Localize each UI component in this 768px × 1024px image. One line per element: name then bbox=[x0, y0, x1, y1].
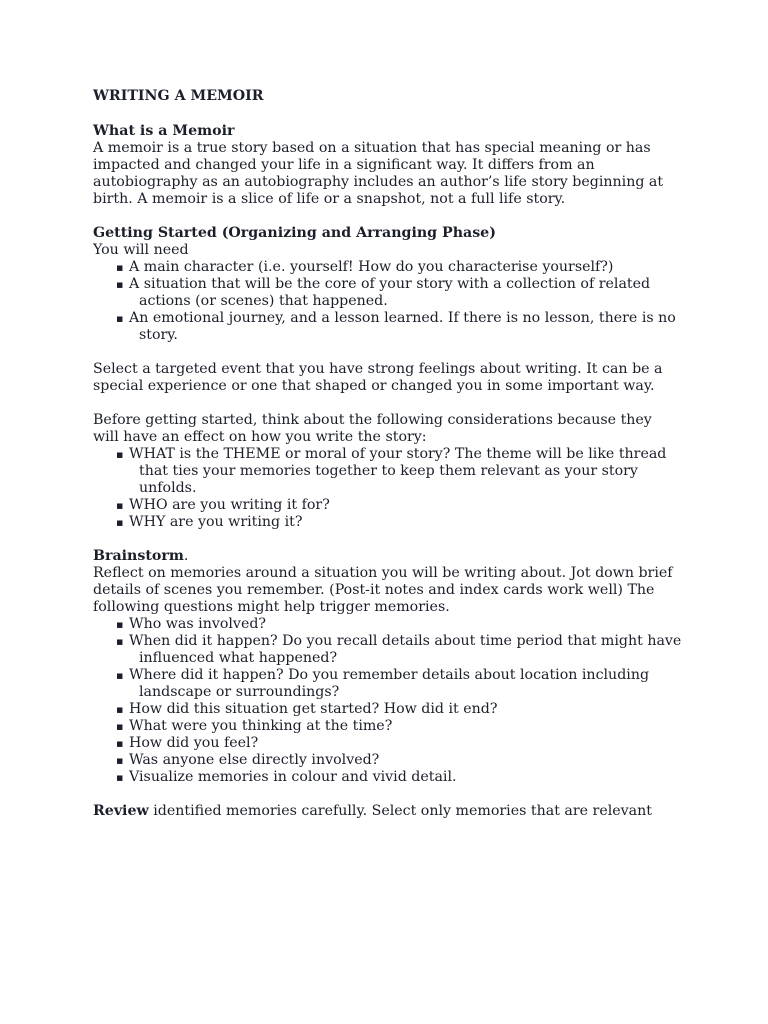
spacer bbox=[93, 344, 693, 361]
paragraph-you-will-need: You will need bbox=[93, 242, 189, 258]
list-item-text: WHO are you writing it for? bbox=[129, 497, 330, 513]
list-item bbox=[93, 446, 693, 497]
list-item-text: What were you thinking at the time? bbox=[129, 718, 393, 734]
list-item bbox=[93, 633, 693, 667]
document-page bbox=[93, 86, 693, 820]
list-item bbox=[93, 701, 693, 718]
list-item bbox=[93, 769, 693, 786]
spacer bbox=[93, 395, 693, 412]
bullet-square-icon: ▪ bbox=[116, 635, 124, 648]
list-item-text: Where did it happen? Do you remember details about location including landscape or surroundings? bbox=[129, 667, 650, 700]
bullet-square-icon: ▪ bbox=[116, 720, 124, 733]
bullet-square-icon: ▪ bbox=[116, 618, 124, 631]
list-item bbox=[93, 276, 693, 310]
list-item-text: When did it happen? Do you recall details about time period that might have influenced what happened? bbox=[129, 633, 682, 666]
bullet-square-icon: ▪ bbox=[116, 737, 124, 750]
list-brainstorm-questions bbox=[93, 616, 693, 786]
brainstorm-heading-period: . bbox=[183, 548, 189, 564]
brainstorm-heading-text: Brainstorm bbox=[93, 548, 184, 564]
list-item-text: WHY are you writing it? bbox=[129, 514, 303, 530]
paragraph-review bbox=[93, 803, 693, 820]
bullet-square-icon: ▪ bbox=[116, 516, 124, 529]
paragraph-before-starting-line-2: will have an effect on how you write the story: bbox=[93, 429, 427, 445]
list-item-text: WHAT is the THEME or moral of your story? The theme will be like thread that ties your memories together to keep them relevant as your story unfolds. bbox=[129, 446, 667, 496]
paragraph-before-starting-line-1: Before getting started, think about the following considerations because they bbox=[93, 412, 652, 428]
list-item-text: Visualize memories in colour and vivid detail. bbox=[129, 769, 457, 785]
spacer bbox=[93, 531, 693, 548]
bullet-square-icon: ▪ bbox=[116, 312, 124, 325]
list-item-text: How did you feel? bbox=[129, 735, 259, 751]
list-item-text: A situation that will be the core of your story with a collection of related actions (or scenes) that happened. bbox=[129, 276, 651, 309]
list-requirements bbox=[93, 259, 693, 344]
list-item bbox=[93, 667, 693, 701]
list-item bbox=[93, 497, 693, 514]
review-lead-text: Review bbox=[93, 803, 149, 819]
bullet-square-icon: ▪ bbox=[116, 703, 124, 716]
list-item bbox=[93, 259, 693, 276]
section-heading-getting-started: Getting Started (Organizing and Arranging Phase) bbox=[93, 225, 496, 241]
list-item bbox=[93, 735, 693, 752]
section-heading-what-is-memoir: What is a Memoir bbox=[93, 123, 235, 139]
list-item-text: An emotional journey, and a lesson learned. If there is no lesson, there is no story. bbox=[129, 310, 676, 343]
bullet-square-icon: ▪ bbox=[116, 771, 124, 784]
list-item-text: How did this situation get started? How did it end? bbox=[129, 701, 498, 717]
bullet-square-icon: ▪ bbox=[116, 669, 124, 682]
list-item-text: Was anyone else directly involved? bbox=[129, 752, 380, 768]
list-item-text: Who was involved? bbox=[129, 616, 267, 632]
list-item bbox=[93, 514, 693, 531]
spacer bbox=[93, 208, 693, 225]
paragraph-brainstorm-body: Reflect on memories around a situation you will be writing about. Jot down brief details of scenes you remember. (Post-it notes and index cards work well) The following questions might help trigger memories. bbox=[93, 565, 673, 615]
list-item-text: A main character (i.e. yourself! How do you characterise yourself?) bbox=[129, 259, 614, 275]
spacer bbox=[93, 106, 693, 123]
paragraph-select-event-line-1: Select a targeted event that you have strong feelings about writing. It can be a bbox=[93, 361, 663, 377]
bullet-square-icon: ▪ bbox=[116, 499, 124, 512]
bullet-square-icon: ▪ bbox=[116, 448, 124, 461]
list-item bbox=[93, 310, 693, 344]
review-rest-text: identified memories carefully. Select only memories that are relevant bbox=[148, 803, 652, 819]
bullet-square-icon: ▪ bbox=[116, 261, 124, 274]
spacer bbox=[93, 786, 693, 803]
section-heading-brainstorm bbox=[93, 548, 693, 565]
paragraph-memoir-definition: A memoir is a true story based on a situation that has special meaning or has impacted and changed your life in a significant way. It differs from an autobiography as an autobiography includes an author’s life story beginning at birth. A memoir is a slice of life or a snapshot, not a full life story. bbox=[93, 140, 664, 207]
bullet-square-icon: ▪ bbox=[116, 278, 124, 291]
list-item bbox=[93, 616, 693, 633]
document-title: WRITING A MEMOIR bbox=[93, 88, 264, 104]
bullet-square-icon: ▪ bbox=[116, 754, 124, 767]
list-item bbox=[93, 752, 693, 769]
list-item bbox=[93, 718, 693, 735]
paragraph-select-event-line-2: special experience or one that shaped or changed you in some important way. bbox=[93, 378, 655, 394]
list-considerations bbox=[93, 446, 693, 531]
